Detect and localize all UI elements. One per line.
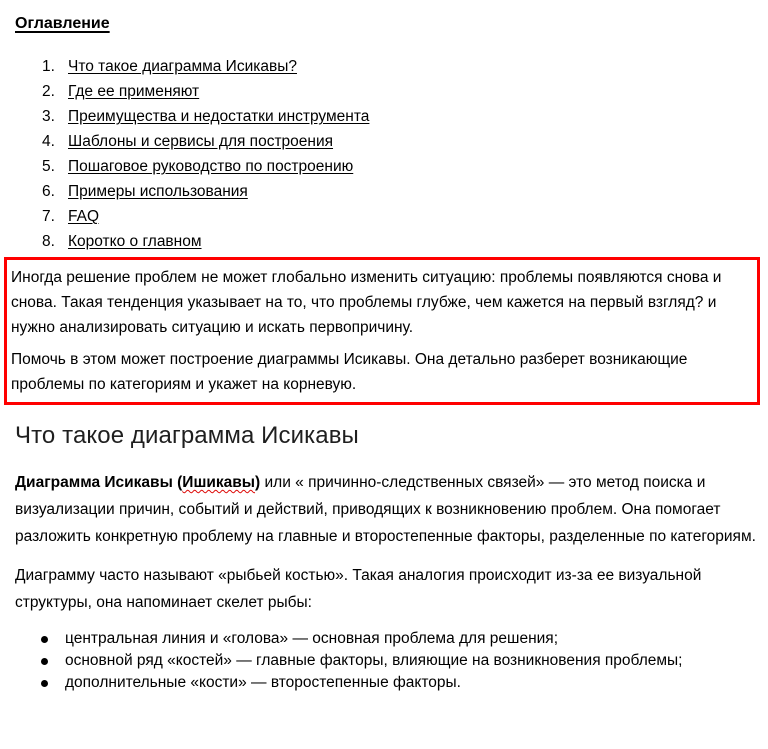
bold-lead-close-paren: ) <box>255 474 261 491</box>
toc-link-what-is-ishikawa[interactable]: Что такое диаграмма Исикавы? <box>68 58 297 75</box>
list-item: основной ряд «костей» — главные факторы, влияющие на возникновения проблемы; <box>15 650 757 672</box>
toc-item <box>15 129 760 154</box>
toc-list <box>15 54 760 254</box>
spellcheck-flagged-word: Ишикавы <box>182 474 256 491</box>
toc-item-number: 1. <box>42 58 55 75</box>
toc-item-number: 6. <box>42 183 55 200</box>
toc-link-pros-cons[interactable]: Преимущества и недостатки инструмента <box>68 108 370 125</box>
toc-item-number: 8. <box>42 233 55 250</box>
paragraph-rest-text: или « причинно-следственных связей» — это метод поиска и визуализации причин, событий и действий, приводящих к возникновению проблем. Она помогает разложить конкретную проблему на главные и второстепенные факторы, разделенные по категориям. <box>15 474 756 545</box>
toc-link-examples[interactable]: Примеры использования <box>68 183 248 200</box>
list-item: центральная линия и «голова» — основная проблема для решения; <box>15 628 757 650</box>
toc-item <box>15 179 760 204</box>
body-paragraph-fishbone: Диаграмму часто называют «рыбьей костью». Такая аналогия происходит из-за ее визуальной структуры, она напоминает скелет рыбы: <box>15 567 702 611</box>
callout-paragraph: Помочь в этом может построение диаграммы Исикавы. Она детально разберет возникающие проблемы по категориям и укажет на корневую. <box>11 351 688 393</box>
toc-link-where-used[interactable]: Где ее применяют <box>68 83 200 100</box>
toc-item <box>15 104 760 129</box>
red-annotation-box <box>4 257 760 405</box>
toc-link-templates-services[interactable]: Шаблоны и сервисы для построения <box>68 133 334 150</box>
toc-item-number: 5. <box>42 158 55 175</box>
callout-paragraph: Иногда решение проблем не может глобально изменить ситуацию: проблемы появляются снова и снова. Такая тенденция указывает на то, что проблемы глубже, чем кажется на первый взгляд? и нужно анализировать ситуацию и искать первопричину. <box>11 269 722 336</box>
toc-item <box>15 204 760 229</box>
toc-item <box>15 54 760 79</box>
toc-item <box>15 229 760 254</box>
toc-title: Оглавление <box>15 15 110 32</box>
list-item: дополнительные «кости» — второстепенные факторы. <box>15 672 757 694</box>
toc-link-step-by-step[interactable]: Пошаговое руководство по построению <box>68 158 354 175</box>
toc-link-summary[interactable]: Коротко о главном <box>68 233 202 250</box>
toc-item-number: 7. <box>42 208 55 225</box>
toc-item-number: 3. <box>42 108 55 125</box>
toc-item <box>15 154 760 179</box>
section-heading: Что такое диаграмма Исикавы <box>15 422 359 449</box>
body-paragraph-definition <box>15 469 757 550</box>
bold-lead-text: Диаграмма Исикавы ( <box>15 474 183 491</box>
toc-item-number: 2. <box>42 83 55 100</box>
fishbone-bullet-list <box>15 628 760 694</box>
toc-item-number: 4. <box>42 133 55 150</box>
toc-section <box>15 14 760 254</box>
toc-item <box>15 79 760 104</box>
toc-link-faq[interactable]: FAQ <box>68 208 100 225</box>
